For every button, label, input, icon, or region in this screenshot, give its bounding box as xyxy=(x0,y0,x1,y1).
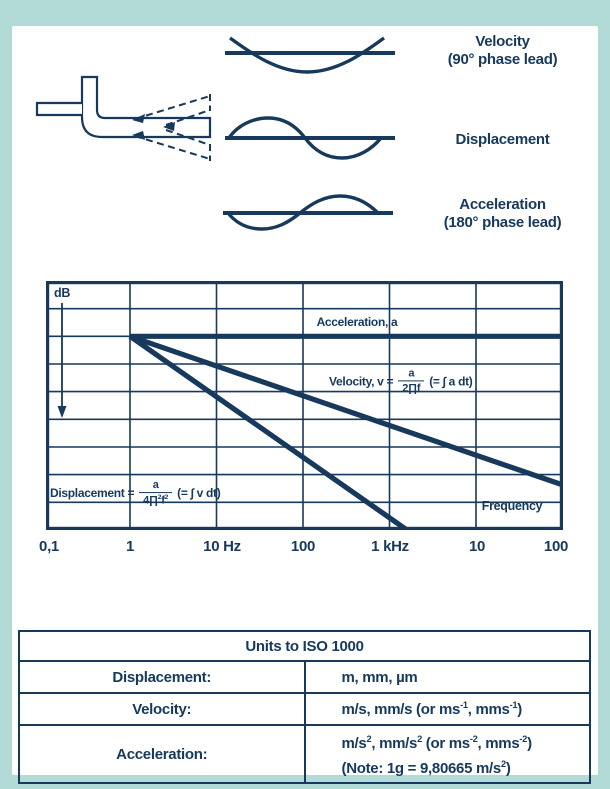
acceleration-row-value xyxy=(305,725,591,783)
displacement-row-value: m, mm, µm xyxy=(305,661,591,693)
x-tick-label: 1 xyxy=(125,538,135,555)
x-tick-label: 10 Hz xyxy=(203,538,241,555)
displacement-formula-suffix: (= ∫ v dt) xyxy=(177,486,221,500)
velocity-formula-prefix: Velocity, v = xyxy=(329,374,394,388)
beam-mount-bar xyxy=(37,103,82,115)
displacement-wave-label-line1: Displacement xyxy=(455,131,550,148)
frequency-level-chart xyxy=(46,281,563,530)
velocity-formula xyxy=(329,367,473,394)
x-tick-label: 100 xyxy=(290,538,316,555)
table-row xyxy=(19,725,590,783)
velocity-fraction-denominator: 2∏f xyxy=(402,382,421,395)
velocity-row-value: m/s, mm/s (or $ms^{-1}$, mms$^{-1}$) xyxy=(305,693,591,725)
acceleration-wave-label-line1: Acceleration xyxy=(459,196,546,213)
velocity-wave-label-line2: (90° phase lead) xyxy=(447,51,558,68)
velocity-wave-label-line1: Velocity xyxy=(475,33,530,50)
velocity-waveform xyxy=(225,38,395,72)
velocity-fraction-numerator: a xyxy=(398,367,424,381)
acceleration-wave-label xyxy=(410,196,595,232)
velocity-line xyxy=(130,336,563,485)
table-row xyxy=(19,693,590,725)
displacement-waveform xyxy=(225,118,395,158)
displacement-wave-label xyxy=(410,131,595,149)
x-tick-label: 10 xyxy=(468,538,486,555)
velocity-fraction xyxy=(398,367,424,394)
displacement-formula xyxy=(50,479,220,507)
x-tick-label: 1 kHz xyxy=(371,538,409,555)
acceleration-row-label: Acceleration: xyxy=(19,725,305,783)
acceleration-units-line1: $m/s^2$, $mm/s^2$ (or $ms^{-2}$, mms$^{-2}$) xyxy=(341,734,532,752)
y-axis-label: dB xyxy=(54,286,71,300)
x-tick-label: 100 xyxy=(543,538,569,555)
acceleration-units-line2: (Note: 1g = 9,80665 $m/s^2$) xyxy=(341,759,511,777)
x-tick-label: 0,1 xyxy=(39,538,59,555)
table-header-row xyxy=(19,631,590,661)
units-table-title: Units to ISO 1000 xyxy=(19,631,590,661)
acceleration-waveform xyxy=(223,196,393,229)
units-table xyxy=(18,630,591,784)
displacement-fraction-denominator: $4\prod^2f^2$ xyxy=(143,494,169,507)
acceleration-wave-label-line2: (180° phase lead) xyxy=(443,214,562,231)
x-axis-label: Frequency xyxy=(481,499,543,513)
db-axis-arrow xyxy=(58,303,67,418)
table-row xyxy=(19,661,590,693)
velocity-wave-label xyxy=(410,33,595,69)
velocity-row-label: Velocity: xyxy=(19,693,305,725)
displacement-formula-prefix: Displacement = xyxy=(50,486,135,500)
x-axis-ticks xyxy=(39,538,569,562)
velocity-formula-suffix: (= ∫ a dt) xyxy=(429,374,473,388)
displacement-fraction-numerator: a xyxy=(139,479,172,493)
displacement-row-label: Displacement: xyxy=(19,661,305,693)
cantilever-beam-shape xyxy=(82,77,210,137)
acceleration-line-label: Acceleration, a xyxy=(316,315,398,329)
displacement-fraction xyxy=(139,479,172,507)
